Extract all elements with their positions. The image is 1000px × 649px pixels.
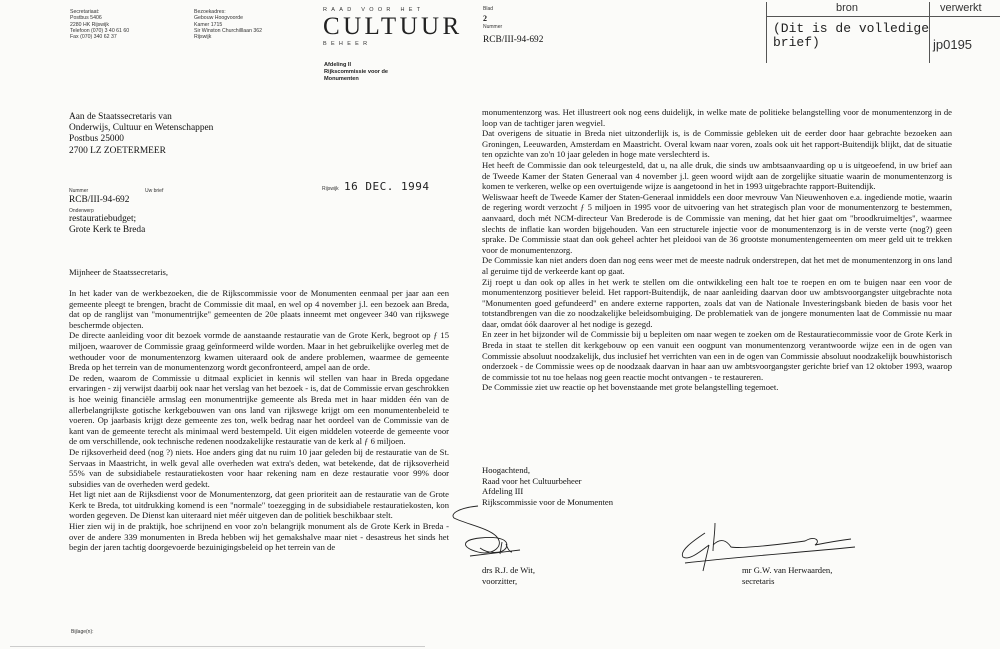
bezoekadres-line: Gebouw Hoogvoorde bbox=[194, 15, 244, 22]
secretariaat-line: Fax (070) 340 62 37 bbox=[70, 34, 117, 41]
attachments-label: Bijlage(n): bbox=[71, 629, 94, 635]
closing-line: Rijkscommissie voor de Monumenten bbox=[482, 496, 614, 507]
closing-line: Raad voor het Cultuurbeheer bbox=[482, 475, 582, 486]
date-stamp: 16 DEC. 1994 bbox=[344, 180, 430, 193]
bezoekadres-line: Rijswijk bbox=[194, 34, 212, 41]
signatory-title: voorzitter, bbox=[482, 575, 518, 586]
subject-block bbox=[69, 214, 145, 236]
archive-source-header: bron bbox=[836, 2, 859, 14]
secretariaat-line: Postbus 5406 bbox=[70, 15, 102, 22]
page-edge-line bbox=[10, 646, 425, 647]
organization-logo bbox=[323, 7, 463, 47]
body-paragraph: Het ligt niet aan de Rijksdienst voor de Monumentenzorg, dat geen prioriteit aan de restauratie van de Grote Kerk te Breda, tot uitdrukking komend is een "normale" toezegging in de subsidiabele restauratiekosten, kon worden gegeven. De Dienst kan uiteraard niet méér uitgeven dan de politiek beschikbaar stelt. bbox=[69, 489, 449, 521]
body-paragraph: De Commissie kan niet anders doen dan nog eens weer met de meeste nadruk onderstrepen, dat het met de monumentenzorg in ons land al geruime tijd de verkeerde kant op gaat. bbox=[482, 255, 952, 276]
secretariaat-line: Secretariaat: bbox=[70, 9, 100, 15]
secretariaat-line: 2280 HK Rijswijk bbox=[70, 21, 109, 28]
signatory-title: secretaris bbox=[742, 575, 775, 586]
nummer-label: Nummer bbox=[69, 188, 89, 194]
closing-line: Hoogachtend, bbox=[482, 465, 530, 475]
archive-processed-code: jp0195 bbox=[933, 37, 973, 52]
reference-number: RCB/III-94-692 bbox=[69, 195, 130, 205]
logo-top-text: RAAD VOOR HET bbox=[323, 7, 425, 13]
signatory-name: mr G.W. van Herwaarden, bbox=[742, 565, 833, 575]
signatory-right bbox=[742, 565, 832, 586]
body-paragraph: De rijksoverheid deed (nog ?) niets. Hoe anders ging dat nu ruim 10 jaar geleden bij de restauratie van de St. Servaas in Maastricht, in welk geval alle overheden wat extra's deden, wat betekende, dat de rijksoverheid 55% van de subsidiabele restauratiekosten voor haar rekening nam en deze restauratie voor 99% door subsidies van de overheden werd gedekt. bbox=[69, 446, 449, 489]
archive-box-left-border bbox=[766, 2, 767, 63]
signatory-name: drs R.J. de Wit, bbox=[482, 565, 535, 575]
body-paragraph: De reden, waarom de Commissie u ditmaal expliciet in kennis wil stellen van haar in Breda opgedane ervaringen - zij verwijst daarbij ook naar het verslag van het bezoek - is, dat de Commissie ervan geschrokken is hoe weinig financiële armslag een monumentrijke gemeente als Breda met in haar midden één van de allerbelangrijkste gotische kerkgebouwen van ons land van rijkswege krijgt om een monumentenbeleid te voeren. Op jaarbasis krijgt deze gemeente zes ton, welk bedrag naar het oordeel van de Commissie van de kant van de gemeente terecht als minimaal werd bestempeld. Uit eigen middelen voteerde de gemeente voor de om verschillende, ook technische redenen noodzakelijke restauratie van de kerk al ƒ 6 miljoen. bbox=[69, 372, 449, 447]
department-line: Rijkscommissie voor de bbox=[324, 69, 389, 75]
body-paragraph: In het kader van de werkbezoeken, die de Rijkscommissie voor de Monumenten eenmaal per jaar aan een gemeente pleegt te brengen, bracht de Commissie dit maal, en wel op 4 november j.l. een bezoek aan Breda, dat op de ranglijst van "monumentrijke" gemeenten de 20e plaats inneemt met ongeveer 340 van rijkswege beschermde objecten. bbox=[69, 288, 449, 330]
closing-line: Afdeling III bbox=[482, 486, 524, 497]
signature-de-wit bbox=[448, 502, 568, 562]
body-paragraph: En zeer in het bijzonder wil de Commissie bij u bepleiten om naar wegen te zoeken om de Restauratiecommissie voor de Grote Kerk in Breda in staat te stellen dit kerkgebouw op een vanuit een oogpunt van monumentenzorg verantwoorde wijze een in de ogen van Commissie absoluut noodzakelijk, dus inclusief het verrichten van een in de ogen van Commissie absoluut noodzakelijk bouwhistorisch onderzoek - de Commissie wees op de noodzaak daarvan in haar aan uw ambtsvoorgangster gerichte brief van 12 oktober 1993, waarop de commissie tot nu toe helaas nog geen reactie mocht ontvangen - te restaureren. bbox=[482, 329, 952, 382]
salutation: Mijnheer de Staatssecretaris, bbox=[69, 267, 169, 277]
page1-body bbox=[69, 288, 449, 553]
archive-box-header-rule bbox=[766, 16, 1000, 17]
signatory-left bbox=[482, 565, 535, 586]
uw-brief-label: Uw brief bbox=[145, 188, 164, 194]
addressee-line: 2700 LZ ZOETERMEER bbox=[69, 145, 166, 156]
body-paragraph: monumentenzorg was. Het illustreert ook nog eens duidelijk, in welke mate de politieke belangstelling voor de monumentenzorg in de loop van de tachtiger jaren wegviel. bbox=[482, 107, 952, 128]
page2-reference-number: RCB/III-94-692 bbox=[483, 35, 544, 45]
archive-source-note: (Dit is de volledige brief) bbox=[773, 21, 930, 50]
addressee-line: Onderwijs, Cultuur en Wetenschappen bbox=[69, 123, 214, 134]
body-paragraph: Weliswaar heeft de Tweede Kamer der Staten-Generaal inmiddels een door mevrouw Van Nieuwenhoven e.a. ingediende motie, waarin de regering wordt verzocht ƒ 5 miljoen in 1995 voor de uitvoering van het strategisch plan voor de monumentenzorg te bestemmen, aanvaard, doch mét NCM-directeur Van Brederode is de Commissie van mening, dat het hier gaat om "broodkruimeltjes", waarmee slechts de inflatie kan worden bijgehouden. Van een structurele injectie voor de monumentenzorg is in de verste verte (nog?) geen sprake. De Commissie staat dan ook geheel achter het pleidooi van de 36 grootste monumentengemeenten om meer geld uit te trekken voor de monumentenzorg. bbox=[482, 191, 952, 255]
logo-bottom-text: BEHEER bbox=[323, 41, 372, 47]
blad-label: Blad bbox=[483, 6, 494, 12]
department-line: Monumenten bbox=[324, 76, 359, 82]
addressee-block bbox=[69, 112, 213, 157]
body-paragraph: Hier zien wij in de praktijk, hoe schrijnend en voor zo'n belangrijk monument als de Grote Kerk in Breda - over de andere 339 monumenten in Breda hebben wij het gemakshalve maar niet - desastreus het sinds het begin der jaren tachtig doorgevoerde bezuinigingsbeleid op het terrein van de bbox=[69, 521, 449, 553]
body-paragraph: De directe aanleiding voor dit bezoek vormde de aanstaande restauratie van de Grote Kerk, begroot op ƒ 15 miljoen, waarover de Commissie graag geïnformeerd wilde worden. Maar in het gebruikelijke overleg met de wethouder voor de monumentenzorg kwamen uiteraard ook de andere problemen, waarmee de gemeente Breda op het terrein van de monumentenzorg wordt geconfronteerd, ampel aan de orde. bbox=[69, 330, 449, 373]
place-label: Rijswijk bbox=[322, 186, 339, 192]
archive-processed-header: verwerkt bbox=[940, 2, 982, 14]
onderwerp-label: Onderwerp bbox=[69, 208, 94, 214]
logo-main-text: CULTUUR bbox=[323, 13, 463, 40]
page2-body bbox=[482, 107, 952, 393]
department-line: Afdeling II bbox=[324, 62, 352, 68]
body-paragraph: Het heeft de Commissie dan ook teleurgesteld, dat u, na alle druk, die sinds uw ambtsaanvaarding op u is uitgeoefend, in uw brief aan de Tweede Kamer der Staten Generaal van 4 november j.l. geen woord wijdt aan de zorgelijke situatie waarin de monumentenzorg is komen te verkeren, welke op een overtuigende wijze is aangetoond in het in 1993 uitgebrachte rapport-Buitendijk. bbox=[482, 159, 952, 192]
body-paragraph: De Commissie ziet uw reactie op het bovenstaande met grote belangstelling tegemoet. bbox=[482, 382, 779, 393]
secretariaat-block bbox=[70, 9, 165, 40]
department-block bbox=[324, 62, 388, 83]
bezoekadres-line: Sir Winston Churchilllaan 362 bbox=[194, 27, 263, 34]
secretariaat-line: Telefoon (070) 3 40 61 60 bbox=[70, 27, 130, 34]
page2-nummer-label: Nummer bbox=[483, 24, 503, 30]
bezoekadres-line: Kamer 1715 bbox=[194, 21, 223, 28]
bezoekadres-line: Bezoekadres: bbox=[194, 9, 226, 15]
subject-line: restauratiebudget; bbox=[69, 214, 137, 224]
body-paragraph: Dat overigens de situatie in Breda niet uitzonderlijk is, is de Commissie gebleken uit de eerder door haar gebrachte bezoeken aan Groningen, Leeuwarden, Amsterdam en Maastricht. Overal kwam naar voren, zoals ook uit het rapport-Buitendijk blijkt, dat de situatie ten opzichte van zo'n 10 jaar geleden in hoge mate verslechterd is. bbox=[482, 128, 952, 160]
subject-line: Grote Kerk te Breda bbox=[69, 225, 146, 236]
addressee-line: Aan de Staatssecretaris van bbox=[69, 112, 172, 122]
bezoekadres-block bbox=[194, 9, 294, 40]
addressee-line: Postbus 25000 bbox=[69, 134, 124, 145]
body-paragraph: Zij roept u dan ook op alles in het werk te stellen om die ontwikkeling een halt toe te roepen en om te buigen naar een voor de monumentenzorg positiever beleid. Het rapport-Buitendijk, de naar aanleiding daarvan door uw ambtsvoorgangster uitgebrachte nota "Monumenten goed gefundeerd" en andere externe rapporten, zoals dat van de Nationale Investeringsbank bieden de basis voor het totstandbrengen van die zo noodzakelijke beleidsombuiging. De problematiek van de jongere monumenten laat de Commissie nu maar daar, omdat óók daarover al het nodige is gezegd. bbox=[482, 276, 952, 329]
blad-value: 2 bbox=[483, 14, 487, 23]
